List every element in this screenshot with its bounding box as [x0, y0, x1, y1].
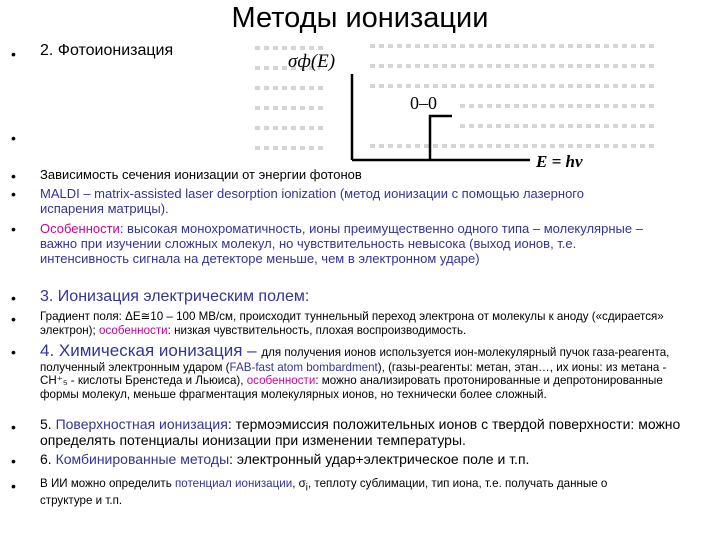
- ionization-potential-text: потенциал ионизации: [174, 477, 293, 490]
- bullet: •: [11, 478, 16, 494]
- x-axis-label: E = hν: [536, 152, 583, 171]
- y-axis-label: σф(E): [288, 51, 336, 72]
- combined-methods-paragraph: 6. Комбинированные методы: электронный удар+электрическое поле и т.п.: [40, 451, 530, 467]
- section-field-ionization: 3. Ионизация электрическим полем:: [40, 288, 310, 305]
- bullet: •: [11, 186, 16, 202]
- bullet: •: [11, 419, 16, 435]
- fab-text: FAB-fast atom bombardment: [229, 360, 378, 374]
- combined-methods-title: Комбинированные методы: [55, 451, 230, 467]
- features-text: : высокая монохроматичность, ионы преимущественно одного типа – молекулярные – важно при изучении сложных молекул, но чувствительность невысока (выход ионов, т.е. интенсивность сигнала на детекторе меньше, чем в электронном ударе): [40, 221, 643, 267]
- field-features-label: особенности: [99, 323, 168, 337]
- bullet: •: [11, 168, 16, 184]
- maldi-text: MALDI – matrix-assisted laser desorption ionization (метод ионизации с помощью лазерного испарения матрицы).: [40, 186, 584, 217]
- bullet: •: [11, 130, 16, 146]
- slide-title: Методы ионизации: [231, 2, 489, 34]
- bullet: •: [11, 290, 16, 306]
- bullet: •: [11, 221, 16, 237]
- bullet: •: [11, 453, 16, 469]
- cross-section-caption: Зависимость сечения ионизации от энергии фотонов: [40, 167, 362, 182]
- bullet: •: [11, 311, 16, 327]
- peak-label: 0–0: [410, 93, 437, 113]
- chemical-ionization-paragraph: 4. Химическая ионизация – для получения ионов используется ион-молекулярный пучок газа-реагента, полученный электронным ударом (FAB-fast atom bombardment), (газы-реагенты: метан, этан…, их ионы: из метана - CH⁺₅ - кислоты Бренстеда и Льюиса), особенности: можно анализировать протонированные и депротонированные формы молекул, меньше фрагментация молекулярных ионов, но технически более сложный.: [40, 341, 670, 401]
- surface-ionization-title: Поверхностная ионизация: [55, 416, 228, 432]
- bullet: •: [11, 344, 16, 360]
- chemical-features-label: особенности: [246, 374, 316, 388]
- bullet: •: [11, 46, 16, 62]
- chemical-ionization-heading: 4. Химическая ионизация: [40, 341, 243, 360]
- photoionization-figure: [230, 36, 660, 180]
- field-ionization-text: Градиент поля: ΔE≅10 – 100 МВ/см, происходит туннельный переход электрона от молекулы к аноду («сдирается» электрон); особенности: низкая чувствительность, плохая воспроизводимость.: [40, 310, 664, 337]
- features-label: Особенности: [40, 221, 120, 236]
- features-paragraph: [40, 221, 665, 267]
- section-photoionization: 2. Фотоионизация: [40, 42, 174, 59]
- ii-summary-paragraph: В ИИ можно определить потенциал ионизации, $\sigma_i$, теплоту сублимации, тип иона, т.е. получать данные о структуре и т.п.: [40, 477, 608, 507]
- surface-ionization-paragraph: 5. Поверхностная ионизация: термоэмиссия положительных ионов с твердой поверхности: можно определять потенциалы ионизации при изменении температуры.: [40, 416, 681, 449]
